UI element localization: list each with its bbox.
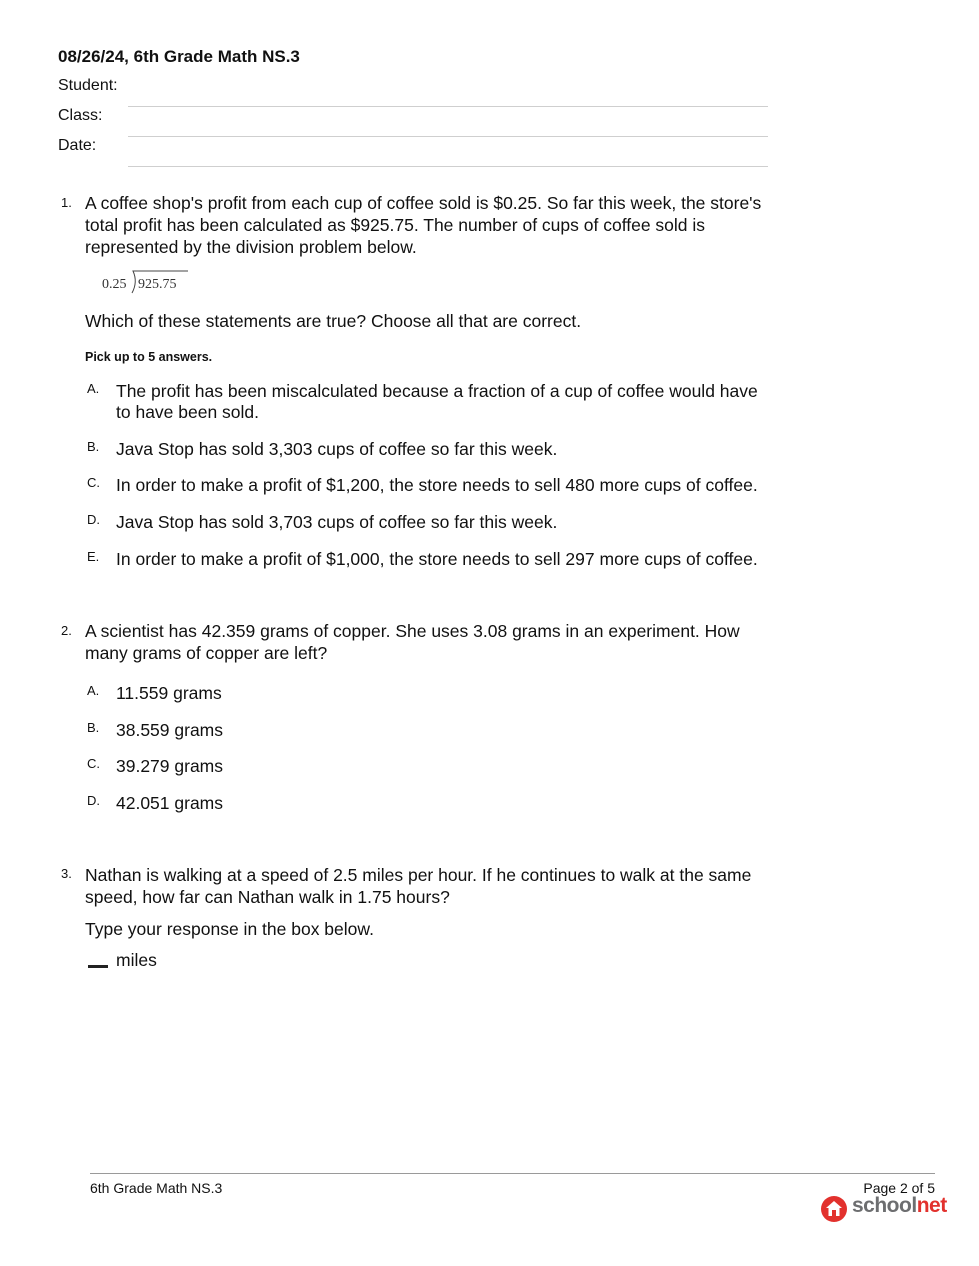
logo-school-text: school [852,1194,917,1217]
q1-option-a-letter[interactable]: A. [87,381,100,396]
q2-option-d[interactable]: 42.051 grams [116,793,224,813]
question-3-text: Nathan is walking at a speed of 2.5 miles per hour. If he continues to walk at the same speed, how far can Nathan walk in 1.75 hours? [85,865,752,907]
q1-option-d[interactable]: Java Stop has sold 3,703 cups of coffee so far this week. [116,512,558,532]
q2-option-a-letter[interactable]: A. [87,683,100,698]
question-2-text: A scientist has 42.359 grams of copper. She uses 3.08 grams in an experiment. How many grams of copper are left? [85,621,740,663]
q1-option-b-letter[interactable]: B. [87,439,100,454]
class-field [58,107,768,137]
q2-option-d-letter[interactable]: D. [87,793,100,808]
date-label: Date: [58,137,97,154]
q1-option-b[interactable]: Java Stop has sold 3,303 cups of coffee so far this week. [116,439,558,459]
division-problem [100,268,190,294]
question-2-number: 2. [61,623,72,638]
class-label: Class: [58,107,103,124]
q2-option-b-letter[interactable]: B. [87,720,100,735]
answer-blank[interactable] [88,965,108,968]
date-line [128,166,768,167]
q2-option-c-letter[interactable]: C. [87,756,100,771]
q1-option-c[interactable]: In order to make a profit of $1,200, the store needs to sell 480 more cups of coffee. [116,475,758,495]
q2-option-b[interactable]: 38.559 grams [116,720,224,740]
footer-divider [90,1173,935,1174]
division-dividend: 925.75 [138,277,177,292]
house-icon [820,1195,848,1223]
student-field [58,77,768,107]
footer-title: 6th Grade Math NS.3 [90,1180,223,1196]
logo-wordmark [852,1194,947,1218]
student-label: Student: [58,77,118,94]
q2-option-c[interactable]: 39.279 grams [116,756,224,776]
question-1-instruction: Pick up to 5 answers. [85,350,213,364]
q1-option-e-letter[interactable]: E. [87,549,100,564]
page-number: Page 2 of 5 [863,1180,935,1196]
question-1-text: A coffee shop's profit from each cup of coffee sold is $0.25. So far this week, the store's total profit has been calculated as $925.75. The number of cups of coffee sold is represented by the division problem below. [85,193,762,257]
q1-option-d-letter[interactable]: D. [87,512,100,527]
logo-net-text: net [916,1194,947,1217]
q1-option-e[interactable]: In order to make a profit of $1,000, the store needs to sell 297 more cups of coffee. [116,549,758,569]
question-1-prompt: Which of these statements are true? Choose all that are correct. [85,311,582,331]
division-divisor: 0.25 [102,277,127,292]
question-3-prompt: Type your response in the box below. [85,919,374,939]
q1-option-a[interactable]: The profit has been miscalculated because a fraction of a cup of coffee would have to have been sold. [116,381,758,422]
q2-option-a[interactable]: 11.559 grams [116,683,222,703]
answer-unit: miles [116,950,157,970]
page-title: 08/26/24, 6th Grade Math NS.3 [58,47,300,66]
date-field [58,137,768,167]
question-1-number: 1. [61,195,72,210]
q1-option-c-letter[interactable]: C. [87,475,100,490]
question-3-number: 3. [61,866,72,881]
